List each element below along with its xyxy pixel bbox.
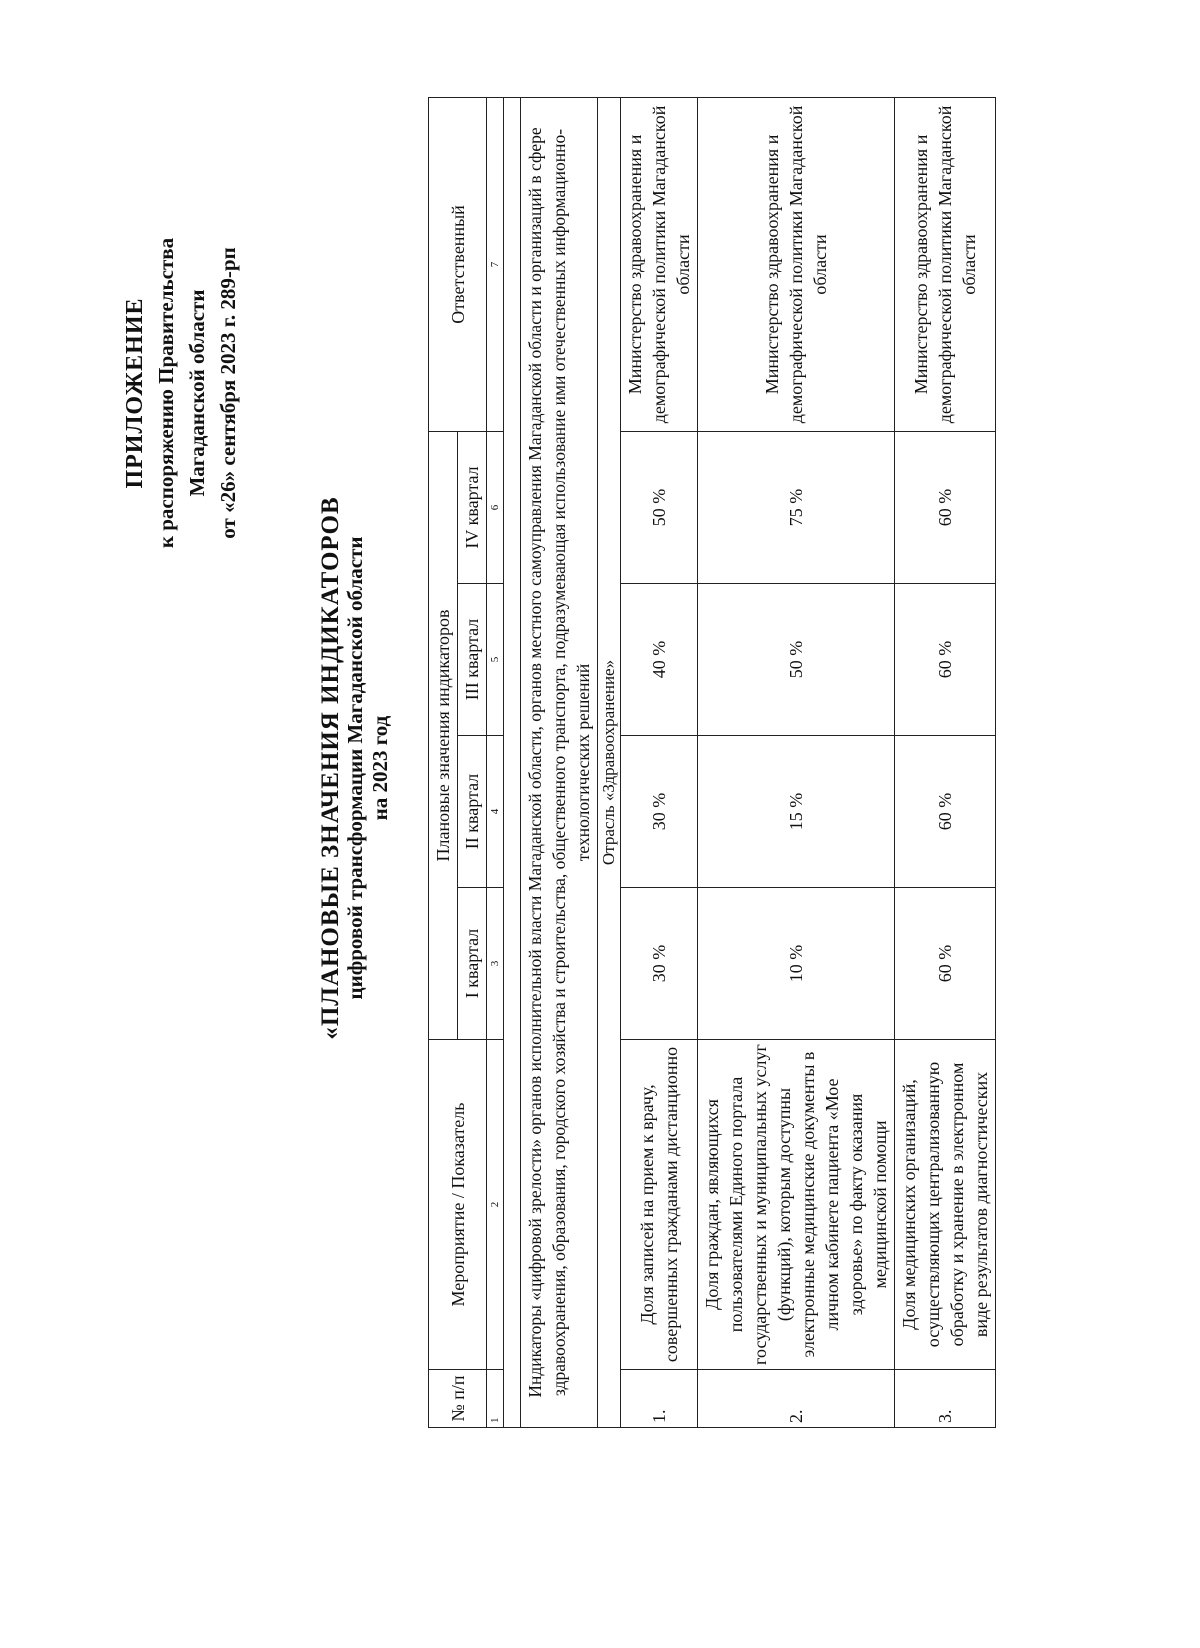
indicators-table: [428, 97, 996, 1428]
header-num: № п/п: [429, 1370, 487, 1428]
col-number: 2: [487, 1040, 504, 1370]
row-number: 1.: [621, 1370, 698, 1428]
row-q1: 30 %: [621, 888, 698, 1040]
row-q2: 15 %: [698, 736, 895, 888]
document-title-line-1: «ПЛАНОВЫЕ ЗНАЧЕНИЯ ИНДИКАТОРОВ: [317, 496, 344, 1040]
row-q4: 75 %: [698, 431, 895, 583]
row-measure: Доля медицинских организаций, осуществляющих централизованную обработку и хранение в электронном виде результатов диагностических: [895, 1040, 996, 1370]
col-number: 5: [487, 584, 504, 736]
header-q3: III квартал: [458, 584, 487, 736]
header-responsible: Ответственный: [429, 97, 487, 431]
col-number: 1: [487, 1370, 504, 1428]
appendix-header: [120, 178, 244, 608]
sector-row: [598, 97, 621, 1427]
row-q3: 60 %: [895, 584, 996, 736]
row-measure: Доля граждан, являющихся пользователями Единого портала государственных и муниципальных услуг (функций), которым доступны электронные медицинские документы в личном кабинете пациента «Мое здоровье» по факту оказания медицинской помощи: [698, 1040, 895, 1370]
row-q1: 60 %: [895, 888, 996, 1040]
appendix-line-3: от «26» сентября 2023 г. 289-рп: [216, 247, 240, 539]
sector-title: Отрасль «Здравоохранение»: [598, 97, 621, 1427]
row-q2: 60 %: [895, 736, 996, 888]
table-row: [698, 97, 895, 1427]
appendix-line-1: к распоряжению Правительства: [154, 237, 178, 549]
row-number: 3.: [895, 1370, 996, 1428]
row-q4: 60 %: [895, 431, 996, 583]
header-q2: II квартал: [458, 736, 487, 888]
header-planned: Плановые значения индикаторов: [429, 431, 458, 1039]
document-title-line-3: на 2023 год: [368, 715, 392, 821]
appendix-title: ПРИЛОЖЕНИЕ: [122, 297, 148, 489]
row-q1: 10 %: [698, 888, 895, 1040]
col-number: 3: [487, 888, 504, 1040]
row-responsible: Министерство здравоохранения и демографической политики Магаданской области: [698, 97, 895, 431]
table-row: [895, 97, 996, 1427]
header-q4: IV квартал: [458, 431, 487, 583]
col-number: 4: [487, 736, 504, 888]
separator-cell: [504, 97, 521, 1427]
col-number: 6: [487, 431, 504, 583]
separator-row: [504, 97, 521, 1427]
row-responsible: Министерство здравоохранения и демографической политики Магаданской области: [895, 97, 996, 431]
row-q4: 50 %: [621, 431, 698, 583]
section-text: Индикаторы «цифровой зрелости» органов исполнительной власти Магаданской области, органов местного самоуправления Магаданской области и организаций в сфере здравоохранения, образования, городского хозяйства и строительства, общественного транспорта, подразумевающая использование ими отечественных информационно-технологических решений: [521, 97, 598, 1427]
table-row: [621, 97, 698, 1427]
col-number: 7: [487, 97, 504, 431]
header-q1: I квартал: [458, 888, 487, 1040]
row-number: 2.: [698, 1370, 895, 1428]
appendix-line-2: Магаданской области: [185, 289, 209, 497]
row-measure: Доля записей на прием к врачу, совершенных гражданами дистанционно: [621, 1040, 698, 1370]
column-number-row: [487, 97, 504, 1427]
row-responsible: Министерство здравоохранения и демографической политики Магаданской области: [621, 97, 698, 431]
section-row: [521, 97, 598, 1427]
document-title: [318, 268, 393, 1268]
document-title-line-2: цифровой трансформации Магаданской области: [343, 536, 367, 1000]
header-measure: Мероприятие / Показатель: [429, 1040, 487, 1370]
row-q3: 40 %: [621, 584, 698, 736]
header-row: [429, 97, 458, 1427]
row-q3: 50 %: [698, 584, 895, 736]
row-q2: 30 %: [621, 736, 698, 888]
